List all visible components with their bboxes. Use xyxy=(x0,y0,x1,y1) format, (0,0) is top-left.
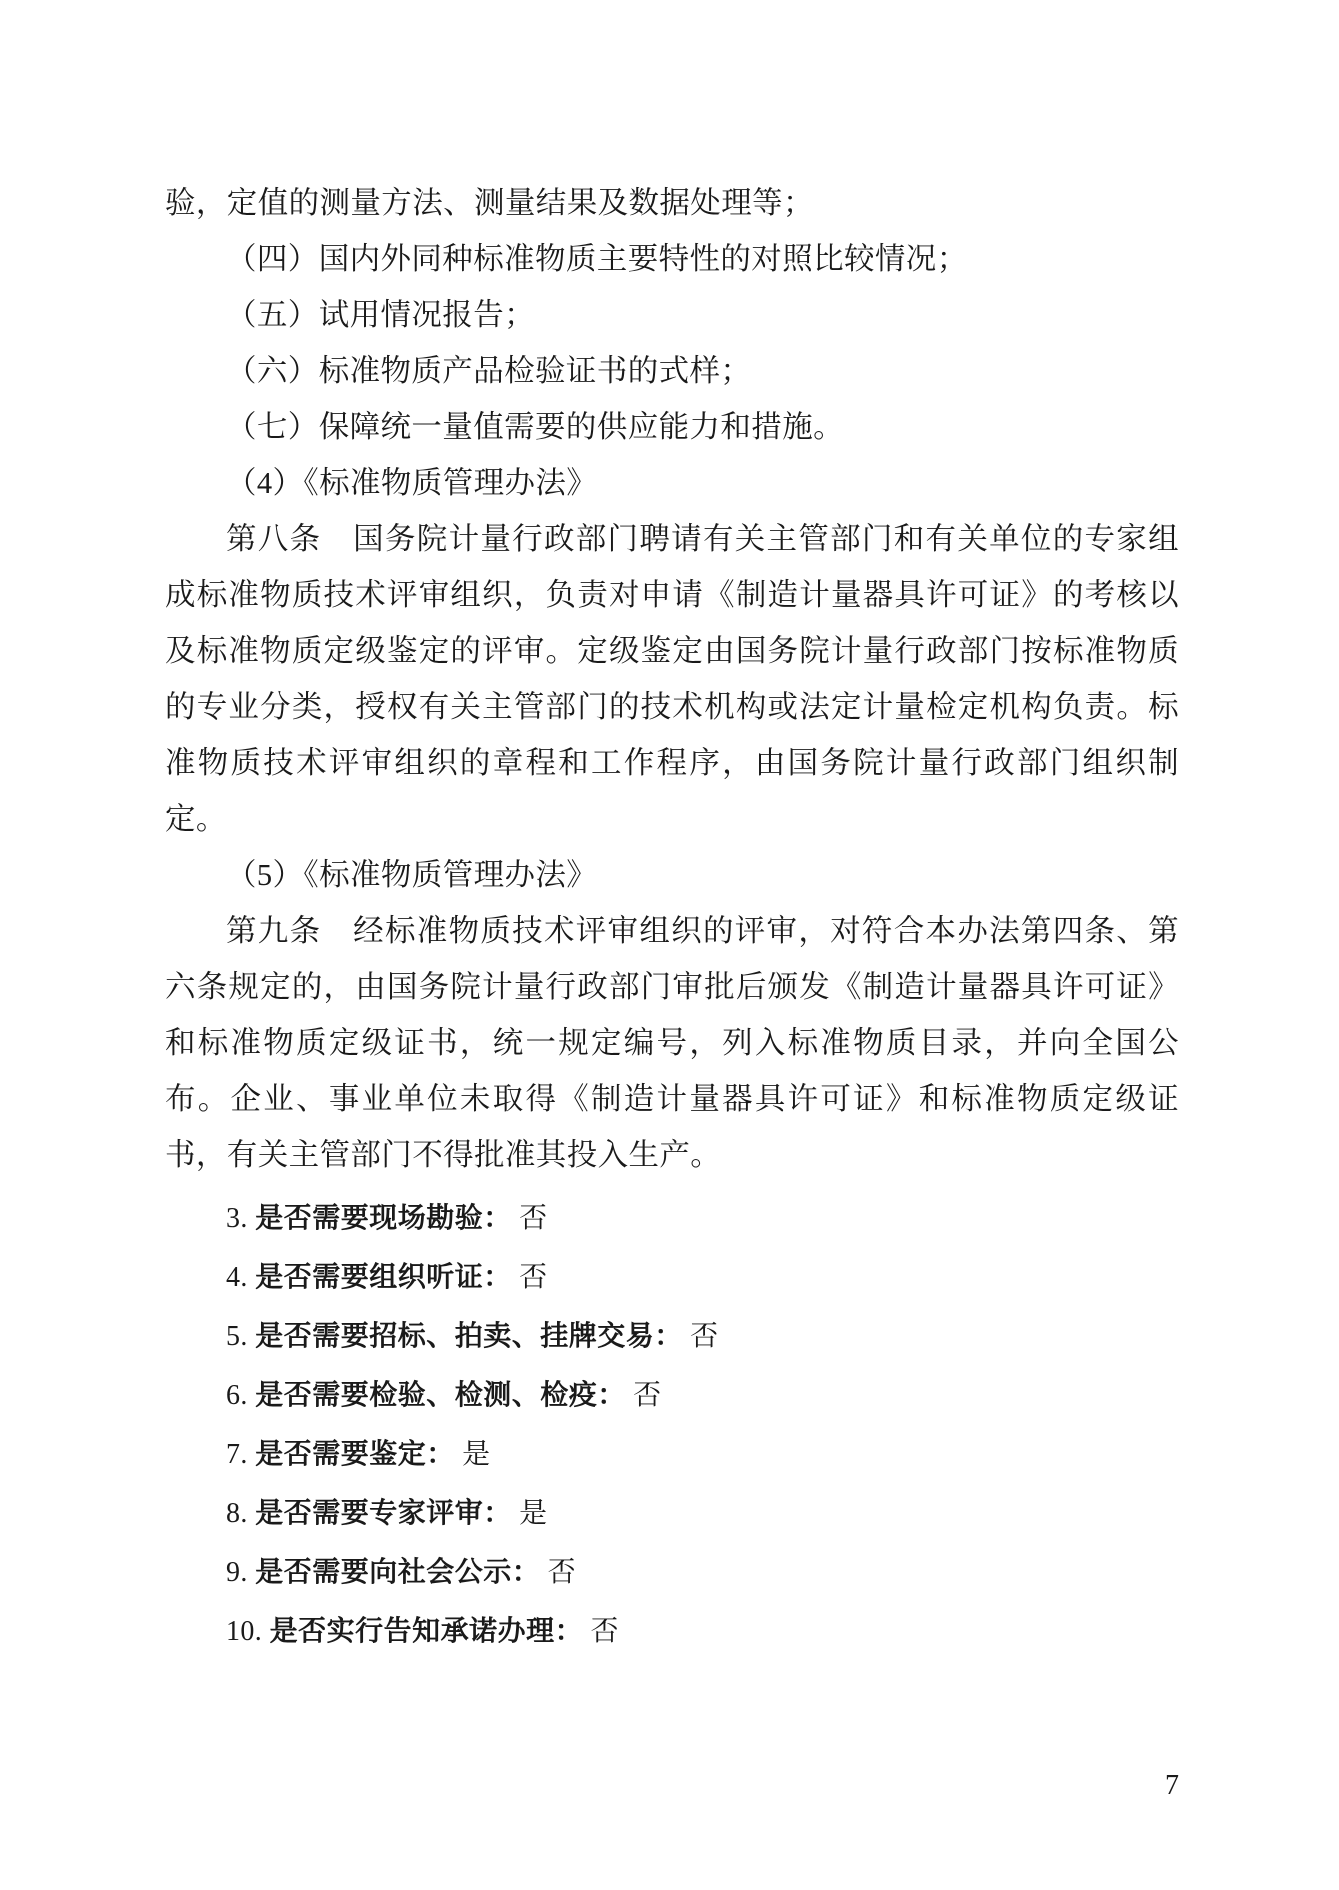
item-number: 10. xyxy=(226,1616,263,1647)
item-question: 是否实行告知承诺办理： xyxy=(269,1615,584,1646)
paragraph-item-four: （四）国内外同种标准物质主要特性的对照比较情况； xyxy=(226,242,968,276)
item-answer: 否 xyxy=(690,1321,719,1352)
item-number: 9. xyxy=(226,1557,248,1588)
item-question: 是否需要向社会公示： xyxy=(255,1556,541,1587)
list-item xyxy=(165,1484,1179,1543)
item-answer: 否 xyxy=(547,1557,577,1588)
paragraph-reference-five: （5）《标准物质管理办法》 xyxy=(226,858,598,892)
page-number: 7 xyxy=(1165,1770,1179,1801)
item-answer: 否 xyxy=(519,1203,548,1234)
paragraph-item-five: （五）试用情况报告； xyxy=(226,298,535,332)
list-item xyxy=(165,1425,1179,1484)
item-question: 是否需要专家评审： xyxy=(255,1497,512,1528)
item-answer: 否 xyxy=(519,1262,548,1293)
item-question: 是否需要组织听证： xyxy=(255,1261,512,1292)
question-answer-list xyxy=(165,1189,1179,1661)
list-item xyxy=(165,1543,1179,1602)
item-question: 是否需要检验、检测、检疫： xyxy=(255,1379,626,1410)
list-item xyxy=(165,1307,1179,1366)
paragraph-article-nine: 第九条 经标准物质技术评审组织的评审，对符合本办法第四条、第六条规定的，由国务院计量行政部门审批后颁发《制造计量器具许可证》和标准物质定级证书，统一规定编号，列入标准物质目录，并向全国公布。企业、事业单位未取得《制造计量器具许可证》和标准物质定级证书，有关主管部门不得批准其投入生产。 xyxy=(165,914,1179,1172)
paragraph-item-seven: （七）保障统一量值需要的供应能力和措施。 xyxy=(226,410,844,444)
item-answer: 否 xyxy=(590,1616,619,1647)
paragraph-reference-four: （4）《标准物质管理办法》 xyxy=(226,466,598,500)
list-item xyxy=(165,1366,1179,1425)
item-answer: 否 xyxy=(633,1380,662,1411)
item-question: 是否需要鉴定： xyxy=(255,1438,455,1469)
list-item xyxy=(165,1248,1179,1307)
item-number: 3. xyxy=(226,1203,248,1234)
item-answer: 是 xyxy=(519,1498,548,1529)
item-number: 8. xyxy=(226,1498,248,1529)
item-number: 5. xyxy=(226,1321,248,1352)
item-question: 是否需要现场勘验： xyxy=(255,1202,512,1233)
item-answer: 是 xyxy=(462,1439,491,1470)
list-item xyxy=(165,1189,1179,1248)
paragraph-continuation: 验，定值的测量方法、测量结果及数据处理等； xyxy=(165,186,814,220)
list-item xyxy=(165,1602,1179,1661)
item-number: 4. xyxy=(226,1262,248,1293)
document-body xyxy=(165,175,1179,1661)
item-question: 是否需要招标、拍卖、挂牌交易： xyxy=(255,1320,683,1351)
paragraph-article-eight: 第八条 国务院计量行政部门聘请有关主管部门和有关单位的专家组成标准物质技术评审组织，负责对申请《制造计量器具许可证》的考核以及标准物质定级鉴定的评审。定级鉴定由国务院计量行政部门按标准物质的专业分类，授权有关主管部门的技术机构或法定计量检定机构负责。标准物质技术评审组织的章程和工作程序，由国务院计量行政部门组织制定。 xyxy=(165,522,1179,836)
paragraph-item-six: （六）标准物质产品检验证书的式样； xyxy=(226,354,752,388)
item-number: 7. xyxy=(226,1439,248,1470)
item-number: 6. xyxy=(226,1380,248,1411)
